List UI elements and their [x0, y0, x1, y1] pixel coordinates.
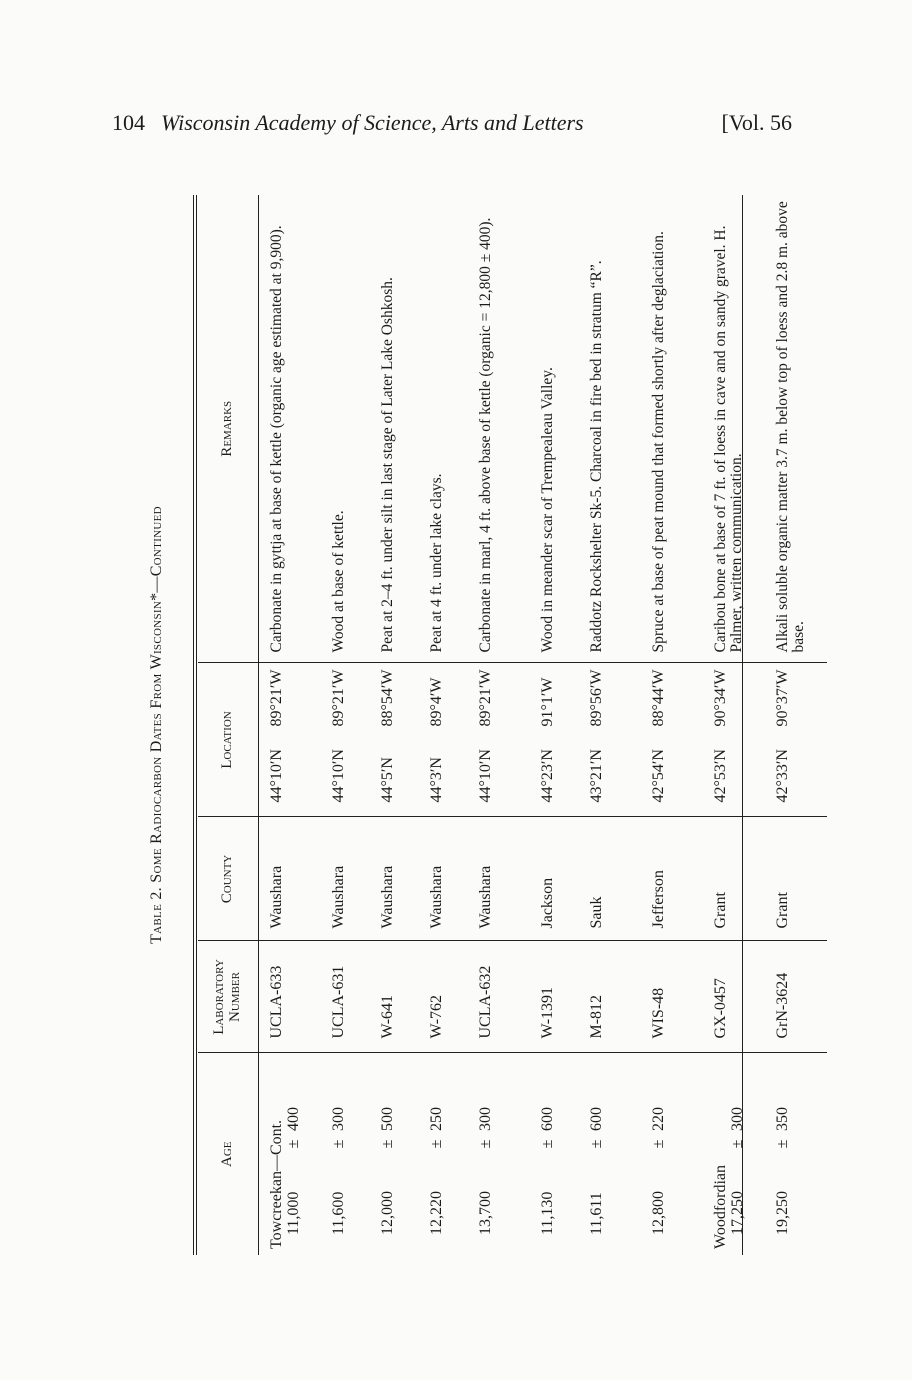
- latitude: 44°10′N: [330, 749, 347, 803]
- latitude: 44°5′N: [379, 757, 396, 803]
- longitude: 90°37′W: [774, 669, 791, 727]
- latitude: 43°21′N: [588, 749, 605, 803]
- age-error: 350: [774, 1107, 791, 1131]
- remarks-cell: Wood in meander scar of Trempealeau Valley.: [539, 367, 556, 653]
- header-lab-line1: Laboratory: [211, 959, 228, 1035]
- lab-number-cell: W-641: [370, 941, 419, 1053]
- plus-minus: ±: [729, 1139, 746, 1149]
- table-row: [530, 195, 579, 1255]
- age-cell: [641, 1053, 703, 1255]
- table-row: [419, 195, 468, 1255]
- age-error: 250: [428, 1107, 445, 1131]
- longitude: 89°21′W: [477, 669, 494, 727]
- longitude: 88°44′W: [650, 669, 667, 727]
- age-cell: [468, 1053, 530, 1255]
- remarks-cell: Carbonate in gyttja at base of kettle (organic age estimated at 9,900).: [268, 225, 285, 653]
- caption-title: Some Radiocarbon Dates From Wisconsin*—Continued: [148, 506, 165, 883]
- radiocarbon-table: [198, 195, 827, 1255]
- age-cell: [765, 1053, 827, 1255]
- table-row: [703, 195, 765, 1255]
- header-county: County: [198, 817, 259, 941]
- location-cell: [468, 663, 530, 817]
- county-cell: Sauk: [579, 817, 641, 941]
- age-value: 12,800: [650, 1191, 667, 1235]
- plus-minus: ±: [285, 1139, 302, 1149]
- longitude: 88°54′W: [379, 669, 396, 727]
- age-error: 400: [285, 1107, 302, 1131]
- lab-number-cell: WIS-48: [641, 941, 703, 1053]
- age-group-label: Towcreekan—Cont.: [268, 1119, 285, 1249]
- remarks-cell: Peat at 4 ft. under lake clays.: [428, 473, 445, 653]
- table-row: [468, 195, 530, 1255]
- bottom-rule: [742, 195, 743, 1255]
- location-cell: [419, 663, 468, 817]
- location-cell: [321, 663, 370, 817]
- age-error: 600: [588, 1107, 605, 1131]
- county-cell: Grant: [765, 817, 827, 941]
- lab-number-cell: UCLA-632: [468, 941, 530, 1053]
- age-value: 11,611: [588, 1192, 605, 1235]
- age-value: 13,700: [477, 1191, 494, 1235]
- county-cell: Waushara: [259, 817, 322, 941]
- county-cell: Waushara: [370, 817, 419, 941]
- age-value: 11,000: [285, 1191, 302, 1235]
- plus-minus: ±: [774, 1139, 791, 1149]
- location-cell: [765, 663, 827, 817]
- volume-number: [Vol. 56: [721, 110, 792, 135]
- longitude: 89°21′W: [268, 669, 285, 727]
- remarks-cell: Alkali soluble organic matter 3.7 m. below top of loess and 2.8 m. above base.: [774, 201, 807, 653]
- longitude: 89°56′W: [588, 669, 605, 727]
- table-caption: [148, 195, 166, 1255]
- table-row: [641, 195, 703, 1255]
- location-cell: [579, 663, 641, 817]
- age-error: 300: [477, 1107, 494, 1131]
- age-error: 500: [379, 1107, 396, 1131]
- top-rule: [193, 195, 194, 1255]
- location-cell: [641, 663, 703, 817]
- lab-number-cell: GrN-3624: [765, 941, 827, 1053]
- header-age: Age: [198, 1053, 259, 1255]
- header-location: Location: [198, 663, 259, 817]
- age-group-label: Woodfordian: [712, 1164, 729, 1249]
- longitude: 91°1′W: [539, 677, 556, 727]
- age-value: 19,250: [774, 1191, 791, 1235]
- age-error: 220: [650, 1107, 667, 1131]
- remarks-cell: Raddotz Rockshelter Sk-5. Charcoal in fire bed in stratum “R”.: [588, 260, 605, 653]
- latitude: 44°10′N: [477, 749, 494, 803]
- location-cell: [530, 663, 579, 817]
- caption-label: Table 2.: [148, 887, 165, 944]
- table-row: [259, 195, 322, 1255]
- running-head: [112, 110, 792, 140]
- age-cell: [321, 1053, 370, 1255]
- plus-minus: ±: [539, 1139, 556, 1149]
- lab-number-cell: GX-0457: [703, 941, 765, 1053]
- plus-minus: ±: [477, 1139, 494, 1149]
- latitude: 44°10′N: [268, 749, 285, 803]
- header-row: [198, 195, 259, 1255]
- age-cell: [259, 1053, 322, 1255]
- county-cell: Jefferson: [641, 817, 703, 941]
- age-cell: [370, 1053, 419, 1255]
- age-error: 300: [729, 1107, 746, 1131]
- age-error: 600: [539, 1107, 556, 1131]
- location-cell: [370, 663, 419, 817]
- table-row: [579, 195, 641, 1255]
- age-value: 11,600: [330, 1191, 347, 1235]
- table-row: [321, 195, 370, 1255]
- age-cell: [579, 1053, 641, 1255]
- location-cell: [259, 663, 322, 817]
- remarks-cell: Wood at base of kettle.: [330, 510, 347, 653]
- page-number: 104: [112, 110, 145, 135]
- plus-minus: ±: [428, 1139, 445, 1149]
- longitude: 89°4′W: [428, 677, 445, 727]
- latitude: 42°54′N: [650, 749, 667, 803]
- lab-number-cell: M-812: [579, 941, 641, 1053]
- county-cell: Grant: [703, 817, 765, 941]
- remarks-cell: Carbonate in marl, 4 ft. above base of kettle (organic = 12,800 ± 400).: [477, 217, 494, 653]
- county-cell: Waushara: [468, 817, 530, 941]
- county-cell: Waushara: [321, 817, 370, 941]
- table-row: [370, 195, 419, 1255]
- plus-minus: ±: [650, 1139, 667, 1149]
- age-cell: [530, 1053, 579, 1255]
- plus-minus: ±: [330, 1139, 347, 1149]
- age-value: 12,220: [428, 1191, 445, 1235]
- remarks-cell: Caribou bone at base of 7 ft. of loess in cave and on sandy gravel. H. Palmer, written communication.: [712, 225, 745, 653]
- age-cell: [703, 1053, 765, 1255]
- header-remarks: Remarks: [198, 195, 259, 663]
- plus-minus: ±: [379, 1139, 396, 1149]
- top-rule-inner: [196, 195, 197, 1255]
- age-value: 11,130: [539, 1191, 556, 1235]
- latitude: 44°23′N: [539, 749, 556, 803]
- header-lab-number: [198, 941, 259, 1053]
- age-value: 17,250: [729, 1191, 746, 1235]
- plus-minus: ±: [588, 1139, 605, 1149]
- header-lab-line2: Number: [227, 972, 243, 1022]
- lab-number-cell: UCLA-633: [259, 941, 322, 1053]
- table-row: [765, 195, 827, 1255]
- age-cell: [419, 1053, 468, 1255]
- location-cell: [703, 663, 765, 817]
- longitude: 89°21′W: [330, 669, 347, 727]
- remarks-cell: Spruce at base of peat mound that formed shortly after deglaciation.: [650, 231, 667, 653]
- latitude: 42°53′N: [712, 749, 729, 803]
- county-cell: Waushara: [419, 817, 468, 941]
- county-cell: Jackson: [530, 817, 579, 941]
- longitude: 90°34′W: [712, 669, 729, 727]
- journal-title: Wisconsin Academy of Science, Arts and Letters: [161, 110, 584, 135]
- remarks-cell: Peat at 2–4 ft. under silt in last stage of Later Lake Oshkosh.: [379, 277, 396, 653]
- age-error: 300: [330, 1107, 347, 1131]
- rotated-table-block: [130, 195, 807, 1255]
- latitude: 44°3′N: [428, 757, 445, 803]
- age-value: 12,000: [379, 1191, 396, 1235]
- latitude: 42°33′N: [774, 749, 791, 803]
- lab-number-cell: W-1391: [530, 941, 579, 1053]
- lab-number-cell: UCLA-631: [321, 941, 370, 1053]
- lab-number-cell: W-762: [419, 941, 468, 1053]
